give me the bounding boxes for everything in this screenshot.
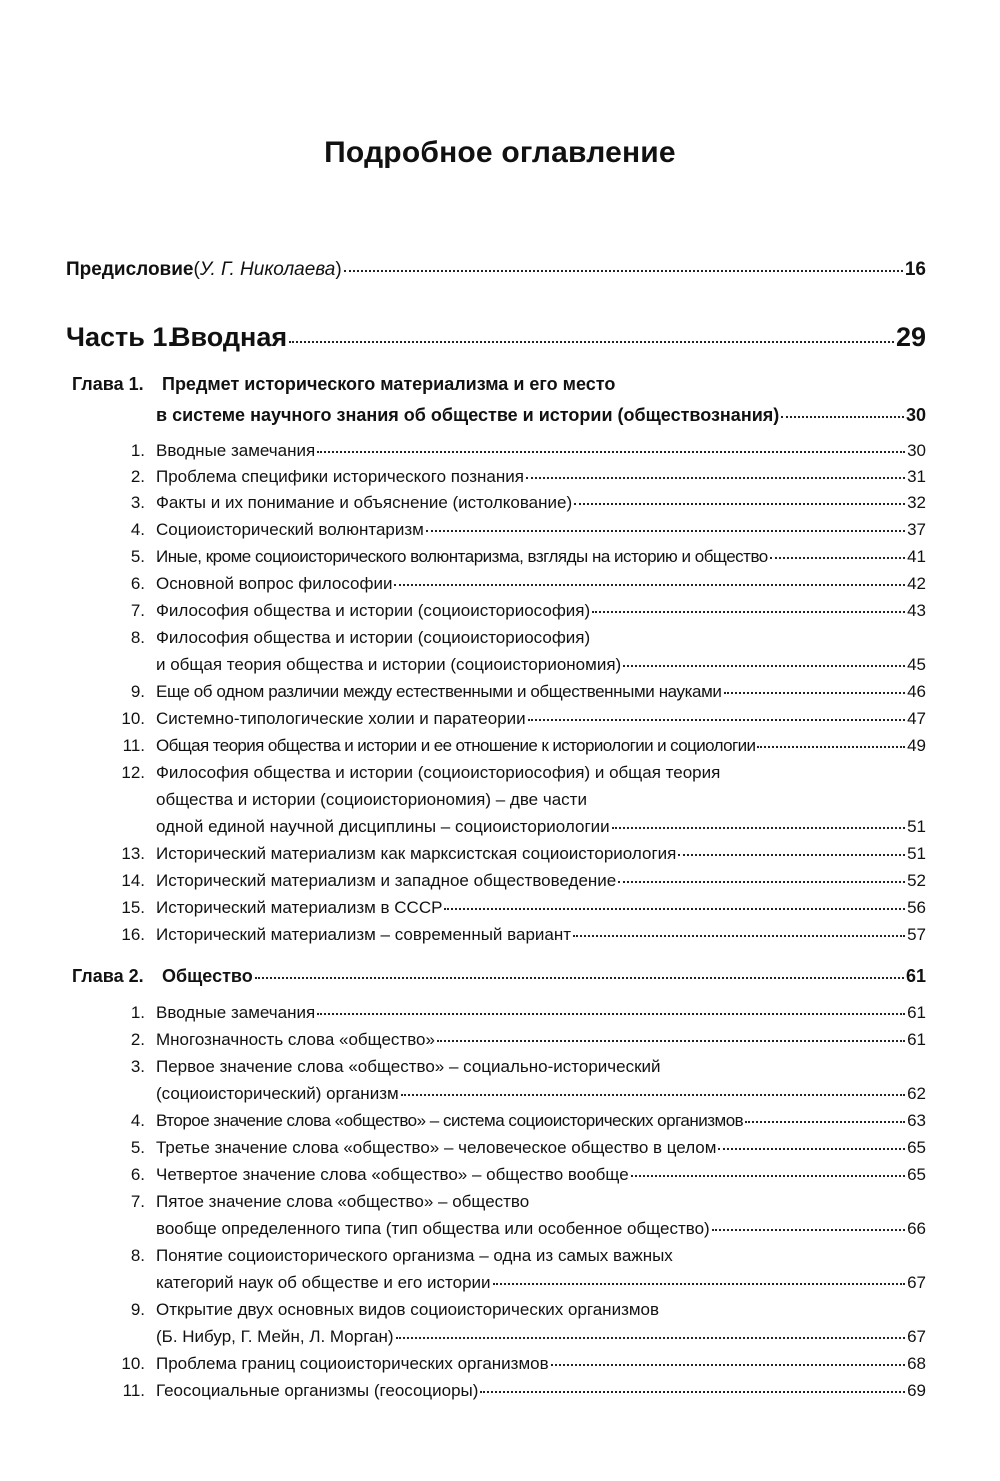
page-number: 63 (907, 1111, 926, 1130)
page-number: 51 (907, 844, 926, 863)
toc-item[interactable]: 13. Исторический материализм как марксистская социоисториология 51 (121, 844, 926, 863)
chapter-title-continued: в системе научного знания об обществе и истории (обществознания) (156, 405, 780, 425)
toc-item[interactable]: 3. Факты и их понимание и объяснение (истолкование) 32 (130, 493, 926, 512)
dot-leader (623, 665, 905, 667)
page-title: Подробное оглавление (324, 136, 676, 169)
dot-leader (592, 611, 905, 613)
dot-leader (528, 719, 905, 721)
toc-item[interactable]: 12. Философия общества и истории (социоисториософия) и общая теория (121, 763, 721, 782)
dot-leader (724, 692, 906, 694)
page-number: 46 (907, 682, 926, 701)
page-number: 30 (905, 405, 926, 425)
page-number: 61 (907, 1003, 926, 1022)
toc-item-continued[interactable]: одной единой научной дисциплины – социоисториологии 51 (156, 817, 926, 836)
page-number: 43 (907, 601, 926, 620)
dot-leader (317, 1013, 905, 1015)
toc-item[interactable]: 1. Вводные замечания 30 (130, 441, 926, 460)
page-number: 41 (907, 547, 926, 566)
page-number: 32 (907, 493, 926, 512)
page-number: 51 (907, 817, 926, 836)
toc-item[interactable]: 4. Второе значение слова «общество» – система социоисторических организмов 63 (130, 1111, 926, 1130)
toc-item-continued[interactable]: (социоисторический) организм 62 (156, 1084, 926, 1103)
dot-leader (712, 1229, 905, 1231)
page-number: 69 (907, 1381, 926, 1400)
toc-item[interactable]: 7. Философия общества и истории (социоисториософия) 43 (130, 601, 926, 620)
toc-item[interactable]: 10. Проблема границ социоисторических организмов 68 (121, 1354, 926, 1373)
dot-leader (444, 908, 905, 910)
dot-leader (396, 1337, 906, 1339)
dot-leader (344, 270, 903, 272)
preface-label: Предисловие (66, 259, 194, 280)
dot-leader (401, 1094, 905, 1096)
dot-leader (631, 1175, 905, 1177)
page-number: 68 (907, 1354, 926, 1373)
page-number: 67 (907, 1327, 926, 1346)
dot-leader (437, 1040, 905, 1042)
toc-item[interactable]: 5. Третье значение слова «общество» – человеческое общество в целом 65 (130, 1138, 926, 1157)
page-number: 45 (907, 655, 926, 674)
dot-leader (551, 1364, 905, 1366)
toc-item[interactable]: 10. Системно-типологические холии и паратеории 47 (121, 709, 926, 728)
page-number: 65 (907, 1165, 926, 1184)
dot-leader (618, 881, 905, 883)
page-number: 65 (907, 1138, 926, 1157)
page-number: 57 (907, 925, 926, 944)
toc-part-1[interactable] (66, 322, 926, 353)
dot-leader (770, 557, 905, 559)
toc-item-continued[interactable]: и общая теория общества и истории (социоисториономия) 45 (156, 655, 926, 674)
toc-item[interactable]: 8. Понятие социоисторического организма – одна из самых важных (130, 1246, 673, 1265)
page-number: 31 (907, 467, 926, 486)
dot-leader (255, 977, 904, 979)
chapter-title: Предмет исторического материализма и его место (162, 374, 616, 394)
toc-item-continued[interactable]: вообще определенного типа (тип общества или особенное общество) 66 (156, 1219, 926, 1238)
page-number: 30 (907, 441, 926, 460)
dot-leader (678, 854, 905, 856)
toc-item[interactable]: 14. Исторический материализм и западное обществоведение 52 (121, 871, 926, 890)
dot-leader (573, 935, 905, 937)
part-title: Вводная (171, 322, 288, 352)
toc-item[interactable]: 9. Открытие двух основных видов социоисторических организмов (130, 1300, 660, 1319)
part-number: Часть 1. (66, 322, 175, 352)
page-number: 67 (907, 1273, 926, 1292)
toc-item[interactable]: 9. Еще об одном различии между естественными и общественными науками 46 (130, 682, 926, 701)
page-number: 49 (907, 736, 926, 755)
page-number: 66 (907, 1219, 926, 1238)
toc-item[interactable]: 6. Основной вопрос философии 42 (130, 574, 926, 593)
page-number: 37 (907, 520, 926, 539)
page-number: 62 (907, 1084, 926, 1103)
dot-leader (317, 451, 905, 453)
dot-leader (289, 341, 894, 343)
page-number: 61 (907, 1030, 926, 1049)
page-number: 52 (907, 871, 926, 890)
page-number: 42 (907, 574, 926, 593)
toc-item-continued[interactable]: категорий наук об обществе и его истории 67 (156, 1273, 926, 1292)
toc-preface[interactable]: Предисловие ( У. Г. Николаева ) 16 (66, 259, 926, 280)
toc-item[interactable]: 15. Исторический материализм в СССР 56 (121, 898, 926, 917)
page-number: 61 (905, 966, 926, 986)
toc-item[interactable]: 8. Философия общества и истории (социоисториософия) (130, 628, 591, 647)
chapter-number: Глава 1. (72, 374, 144, 394)
toc-item[interactable]: 11. Общая теория общества и истории и ее отношение к историологии и социологии 49 (122, 736, 926, 755)
dot-leader (781, 416, 904, 418)
dot-leader (612, 827, 905, 829)
toc-chapter-1-line2[interactable] (156, 405, 926, 426)
toc-chapter-2[interactable] (72, 966, 926, 987)
dot-leader (526, 477, 905, 479)
dot-leader (718, 1148, 905, 1150)
preface-author: У. Г. Николаева (199, 259, 336, 280)
dot-leader (745, 1121, 905, 1123)
dot-leader (426, 530, 905, 532)
toc-item[interactable]: 11. Геосоциальные организмы (геосоциоры) 69 (122, 1381, 926, 1400)
toc-item[interactable]: 2. Проблема специфики исторического познания 31 (130, 467, 926, 486)
page-number: 29 (895, 322, 926, 352)
dot-leader (394, 584, 905, 586)
toc-item[interactable]: 2. Многозначность слова «общество» 61 (130, 1030, 926, 1049)
chapter-title: Общество (162, 966, 253, 986)
chapter-number: Глава 2. (72, 966, 144, 986)
toc-item[interactable]: 4. Социоисторический волюнтаризм 37 (130, 520, 926, 539)
toc-item[interactable]: 1. Вводные замечания 61 (130, 1003, 926, 1022)
toc-item[interactable]: 3. Первое значение слова «общество» – социально-исторический (130, 1057, 661, 1076)
page-number: 56 (907, 898, 926, 917)
page-number: 47 (907, 709, 926, 728)
toc-chapter-1[interactable] (72, 374, 615, 395)
toc-item-continued[interactable]: (Б. Нибур, Г. Мейн, Л. Морган) 67 (156, 1327, 926, 1346)
toc-item[interactable]: 5. Иные, кроме социоисторического волюнтаризма, взгляды на историю и общество 41 (130, 547, 926, 566)
dot-leader (480, 1391, 905, 1393)
toc-item[interactable]: 7. Пятое значение слова «общество» – общество (130, 1192, 530, 1211)
dot-leader (757, 746, 905, 748)
dot-leader (574, 503, 905, 505)
toc-item[interactable]: 16. Исторический материализм – современный вариант 57 (121, 925, 926, 944)
toc-item[interactable]: 6. Четвертое значение слова «общество» – общество вообще 65 (130, 1165, 926, 1184)
dot-leader (493, 1283, 906, 1285)
toc-item-continued[interactable]: общества и истории (социоисториономия) – две части (156, 790, 587, 809)
page-number: 16 (904, 259, 926, 280)
